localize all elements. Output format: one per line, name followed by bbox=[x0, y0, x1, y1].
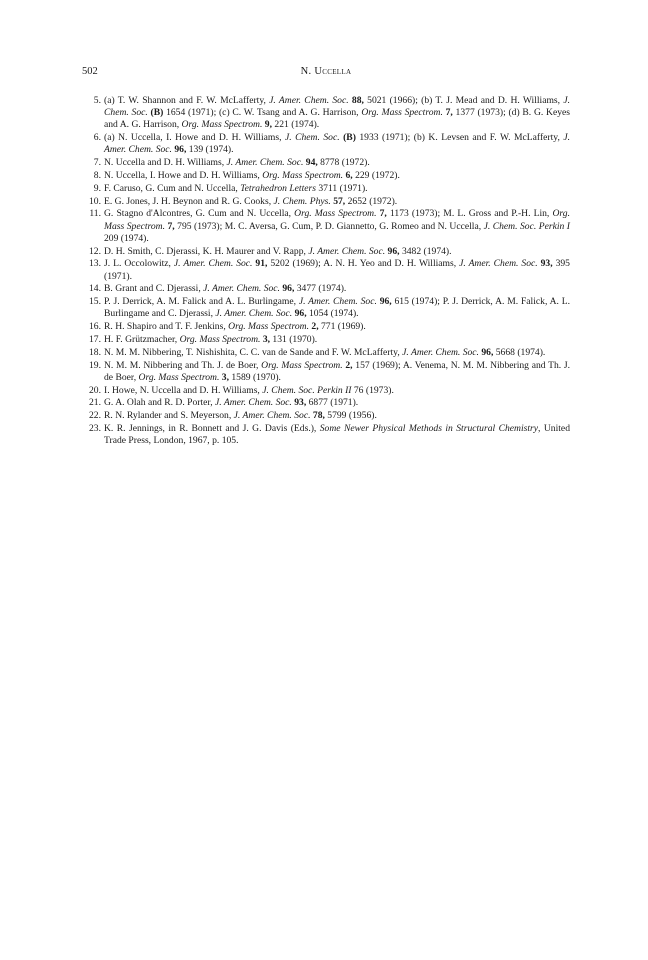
volume-number: 96, bbox=[294, 308, 307, 320]
reference-text bbox=[104, 385, 394, 396]
reference-text bbox=[104, 296, 570, 319]
citation-text: (a) T. W. Shannon and F. W. McLafferty, bbox=[104, 95, 270, 106]
citation-text: B. Grant and C. Djerassi, bbox=[104, 283, 204, 295]
journal-title: Org. Mass Spectrom. bbox=[181, 119, 263, 131]
citation-text: 1377 (1973); (d) B. G. Keyes and A. G. Harrison, bbox=[104, 107, 570, 131]
reference-text bbox=[104, 246, 452, 257]
citation-text: 76 (1973). bbox=[351, 384, 394, 396]
citation-text: 221 (1974). bbox=[272, 119, 320, 131]
volume-number: 96, bbox=[481, 346, 494, 358]
reference-text bbox=[104, 95, 570, 130]
reference-text bbox=[104, 397, 358, 408]
journal-title: J. Amer. Chem. Soc. bbox=[402, 346, 479, 358]
reference-item bbox=[86, 208, 570, 245]
journal-title: J. Chem. Soc. bbox=[104, 95, 570, 119]
reference-text bbox=[104, 283, 346, 294]
reference-number: 7. bbox=[93, 157, 101, 169]
citation-text: 229 (1972). bbox=[352, 170, 400, 181]
reference-item bbox=[86, 246, 570, 258]
journal-title: J. Amer. Chem. Soc. bbox=[269, 95, 349, 106]
volume-number: 2, bbox=[345, 359, 353, 371]
volume-number: 3, bbox=[221, 371, 229, 383]
reference-item bbox=[86, 258, 570, 282]
journal-title: J. Amer. Chem. Soc. bbox=[215, 308, 293, 320]
citation-text: 2652 (1972). bbox=[345, 195, 398, 207]
journal-title: J. Amer. Chem. Soc. bbox=[104, 132, 570, 156]
reference-text bbox=[104, 196, 397, 207]
reference-number: 21. bbox=[89, 397, 101, 409]
journal-title: Org. Mass Spectrom. bbox=[179, 333, 261, 345]
citation-text: H. F. Grützmacher, bbox=[104, 333, 180, 345]
citation-text: F. Caruso, G. Cum and N. Uccella, bbox=[104, 182, 241, 194]
volume-number: 2, bbox=[311, 321, 319, 333]
journal-title: J. Amer. Chem. Soc. bbox=[459, 258, 538, 270]
citation-text: E. G. Jones, J. H. Beynon and R. G. Cooks, bbox=[104, 195, 274, 207]
journal-title: J. Amer. Chem. Soc. bbox=[203, 283, 280, 295]
citation-text: 209 (1974). bbox=[104, 232, 149, 244]
reference-item bbox=[86, 296, 570, 320]
volume-number: 9, bbox=[264, 119, 272, 131]
citation-text: K. R. Jennings, in R. Bonnett and J. G. Davis (Eds.), bbox=[104, 422, 320, 434]
journal-title: Org. Mass Spectrom. bbox=[138, 371, 220, 383]
volume-number: 94, bbox=[305, 157, 318, 169]
citation-text: D. H. Smith, C. Djerassi, K. H. Maurer and V. Rapp, bbox=[104, 245, 309, 257]
reference-number: 12. bbox=[89, 245, 101, 257]
volume-number: 88, bbox=[351, 95, 364, 106]
volume-number: 93, bbox=[540, 258, 553, 270]
journal-title: Tetrahedron Letters bbox=[240, 182, 316, 194]
reference-text bbox=[104, 321, 366, 332]
citation-text: 3482 (1974). bbox=[399, 245, 452, 257]
reference-text bbox=[104, 410, 377, 421]
reference-item bbox=[86, 132, 570, 156]
reference-item bbox=[86, 397, 570, 409]
running-head: N. Uccella bbox=[300, 66, 352, 77]
citation-text: , United Trade Press, London, 1967, p. 105. bbox=[104, 422, 570, 447]
reference-text bbox=[104, 334, 317, 345]
citation-text: 3477 (1974). bbox=[294, 283, 347, 295]
citation-text: 615 (1974); P. J. Derrick, A. M. Falick, A. L. Burlingame and C. Djerassi, bbox=[104, 296, 570, 320]
reference-text bbox=[104, 423, 570, 446]
citation-text: 1933 (1971); (b) K. Levsen and F. W. McLafferty, bbox=[355, 132, 564, 144]
citation-text: N. M. M. Nibbering and Th. J. de Boer, bbox=[104, 359, 262, 371]
volume-number: 91, bbox=[255, 258, 268, 270]
journal-title: J. Chem. Phys. bbox=[273, 195, 331, 207]
reference-number: 8. bbox=[93, 170, 101, 181]
reference-number: 14. bbox=[89, 283, 101, 295]
journal-title: J. Amer. Chem. Soc. bbox=[298, 296, 377, 308]
reference-text bbox=[104, 157, 370, 168]
citation-text: R. N. Rylander and S. Meyerson, bbox=[104, 410, 234, 422]
reference-item bbox=[86, 321, 570, 333]
reference-number: 16. bbox=[89, 321, 101, 333]
citation-text: 8778 (1972). bbox=[317, 157, 370, 169]
citation-text: 3711 (1971). bbox=[315, 182, 368, 194]
journal-title: J. Chem. Soc. Perkin II bbox=[262, 384, 352, 396]
reference-number: 17. bbox=[89, 333, 101, 345]
citation-text: J. L. Occolowitz, bbox=[104, 258, 174, 270]
citation-text: 1589 (1970). bbox=[228, 371, 281, 383]
citation-text: 6877 (1971). bbox=[306, 397, 359, 409]
journal-title: Org. Mass Spectrom. bbox=[261, 359, 343, 371]
citation-text: G. A. Olah and R. D. Porter, bbox=[104, 397, 215, 409]
citation-text: P. J. Derrick, A. M. Falick and A. L. Burlingame, bbox=[104, 296, 299, 308]
citation-text: G. Stagno d'Alcontres, G. Cum and N. Uccella, bbox=[104, 208, 295, 220]
reference-number: 5. bbox=[93, 95, 101, 106]
reference-item bbox=[86, 360, 570, 384]
citation-text: N. Uccella and D. H. Williams, bbox=[104, 157, 227, 169]
citation-text: 1054 (1974). bbox=[306, 308, 359, 320]
reference-item bbox=[86, 283, 570, 295]
volume-number: 7, bbox=[167, 220, 175, 232]
reference-number: 13. bbox=[89, 258, 101, 270]
citation-text: I. Howe, N. Uccella and D. H. Williams, bbox=[104, 384, 263, 396]
reference-number: 18. bbox=[89, 346, 101, 358]
page-header bbox=[82, 64, 570, 80]
reference-number: 11. bbox=[89, 208, 101, 220]
reference-item bbox=[86, 347, 570, 359]
volume-number: 6, bbox=[345, 170, 353, 181]
page-number: 502 bbox=[82, 66, 98, 77]
citation-text: 795 (1973); M. C. Aversa, G. Cum, P. D. Giannetto, G. Romeo and N. Uccella, bbox=[174, 220, 484, 232]
journal-title: J. Amer. Chem. Soc. bbox=[308, 245, 386, 257]
reference-item bbox=[86, 410, 570, 422]
reference-item bbox=[86, 385, 570, 397]
citation-text: 5021 (1966); (b) T. J. Mead and D. H. Williams, bbox=[363, 95, 564, 106]
reference-number: 9. bbox=[93, 182, 101, 194]
volume-number: (B) bbox=[150, 107, 164, 119]
reference-text bbox=[104, 208, 570, 243]
volume-number: 96, bbox=[282, 283, 295, 295]
citation-text: 5668 (1974). bbox=[493, 346, 546, 358]
volume-number: 3, bbox=[262, 333, 271, 345]
journal-title: Some Newer Physical Methods in Structural Chemistry bbox=[319, 422, 539, 434]
journal-title: J. Amer. Chem. Soc. bbox=[215, 397, 292, 409]
citation-text: N. Uccella, I. Howe and D. H. Williams, bbox=[104, 170, 263, 181]
volume-number: 93, bbox=[294, 397, 307, 409]
reference-item bbox=[86, 170, 570, 182]
reference-number: 10. bbox=[89, 195, 101, 207]
citation-text: 771 (1969). bbox=[318, 321, 366, 333]
reference-text bbox=[104, 170, 400, 181]
journal-title: Org. Mass Spectrom. bbox=[294, 208, 377, 220]
citation-text: 1173 (1973); M. L. Gross and P.-H. Lin, bbox=[386, 208, 553, 220]
volume-number: 7, bbox=[379, 208, 387, 220]
reference-text bbox=[104, 347, 545, 358]
journal-title: Org. Mass Spectrom. bbox=[262, 170, 344, 181]
journal-title: J. Amer. Chem. Soc. bbox=[233, 410, 311, 422]
citation-text: 157 (1969); A. Venema, N. M. M. Nibbering and Th. J. de Boer, bbox=[104, 359, 570, 383]
citation-text: 139 (1974). bbox=[186, 144, 234, 156]
journal-title: Org. Mass Spectrom. bbox=[228, 321, 309, 333]
journal-title: Org. Mass Spectrom. bbox=[361, 107, 443, 119]
reference-item bbox=[86, 196, 570, 208]
citation-text: 131 (1970). bbox=[270, 333, 318, 345]
reference-number: 22. bbox=[89, 410, 101, 422]
reference-number: 6. bbox=[93, 132, 101, 144]
journal-title: J. Amer. Chem. Soc. bbox=[226, 157, 304, 169]
reference-item bbox=[86, 157, 570, 169]
volume-number: 57, bbox=[333, 195, 346, 207]
reference-number: 20. bbox=[89, 384, 101, 396]
reference-text bbox=[104, 183, 368, 194]
journal-title: J. Chem. Soc. bbox=[284, 132, 340, 144]
citation-text: (a) N. Uccella, I. Howe and D. H. Williams, bbox=[104, 132, 285, 144]
volume-number: 96, bbox=[379, 296, 392, 308]
citation-text: 395 (1971). bbox=[104, 258, 570, 282]
volume-number: 96, bbox=[174, 144, 187, 156]
volume-number: 7, bbox=[445, 107, 453, 119]
reference-list bbox=[86, 95, 570, 448]
journal-title: J. Amer. Chem. Soc. bbox=[173, 258, 253, 270]
journal-title: Org. Mass Spectrom. bbox=[104, 208, 570, 232]
reference-item bbox=[86, 423, 570, 447]
reference-number: 19. bbox=[89, 359, 101, 371]
citation-text: 5799 (1956). bbox=[324, 410, 377, 422]
reference-number: 15. bbox=[89, 296, 101, 308]
reference-item bbox=[86, 183, 570, 195]
reference-item bbox=[86, 95, 570, 132]
reference-text bbox=[104, 132, 570, 155]
volume-number: 96, bbox=[387, 245, 400, 257]
reference-text bbox=[104, 360, 570, 383]
volume-number: 78, bbox=[312, 410, 325, 422]
volume-number: (B) bbox=[343, 132, 356, 144]
reference-item bbox=[86, 334, 570, 346]
reference-number: 23. bbox=[89, 422, 101, 434]
reference-text bbox=[104, 258, 570, 281]
citation-text: 5202 (1969); A. N. H. Yeo and D. H. Williams, bbox=[267, 258, 460, 270]
citation-text: R. H. Shapiro and T. F. Jenkins, bbox=[104, 321, 229, 333]
journal-title: J. Chem. Soc. Perkin I bbox=[483, 220, 570, 232]
citation-text: N. M. M. Nibbering, T. Nishishita, C. C. van de Sande and F. W. McLafferty, bbox=[104, 346, 403, 358]
citation-text: 1654 (1971); (c) C. W. Tsang and A. G. Harrison, bbox=[163, 107, 362, 119]
